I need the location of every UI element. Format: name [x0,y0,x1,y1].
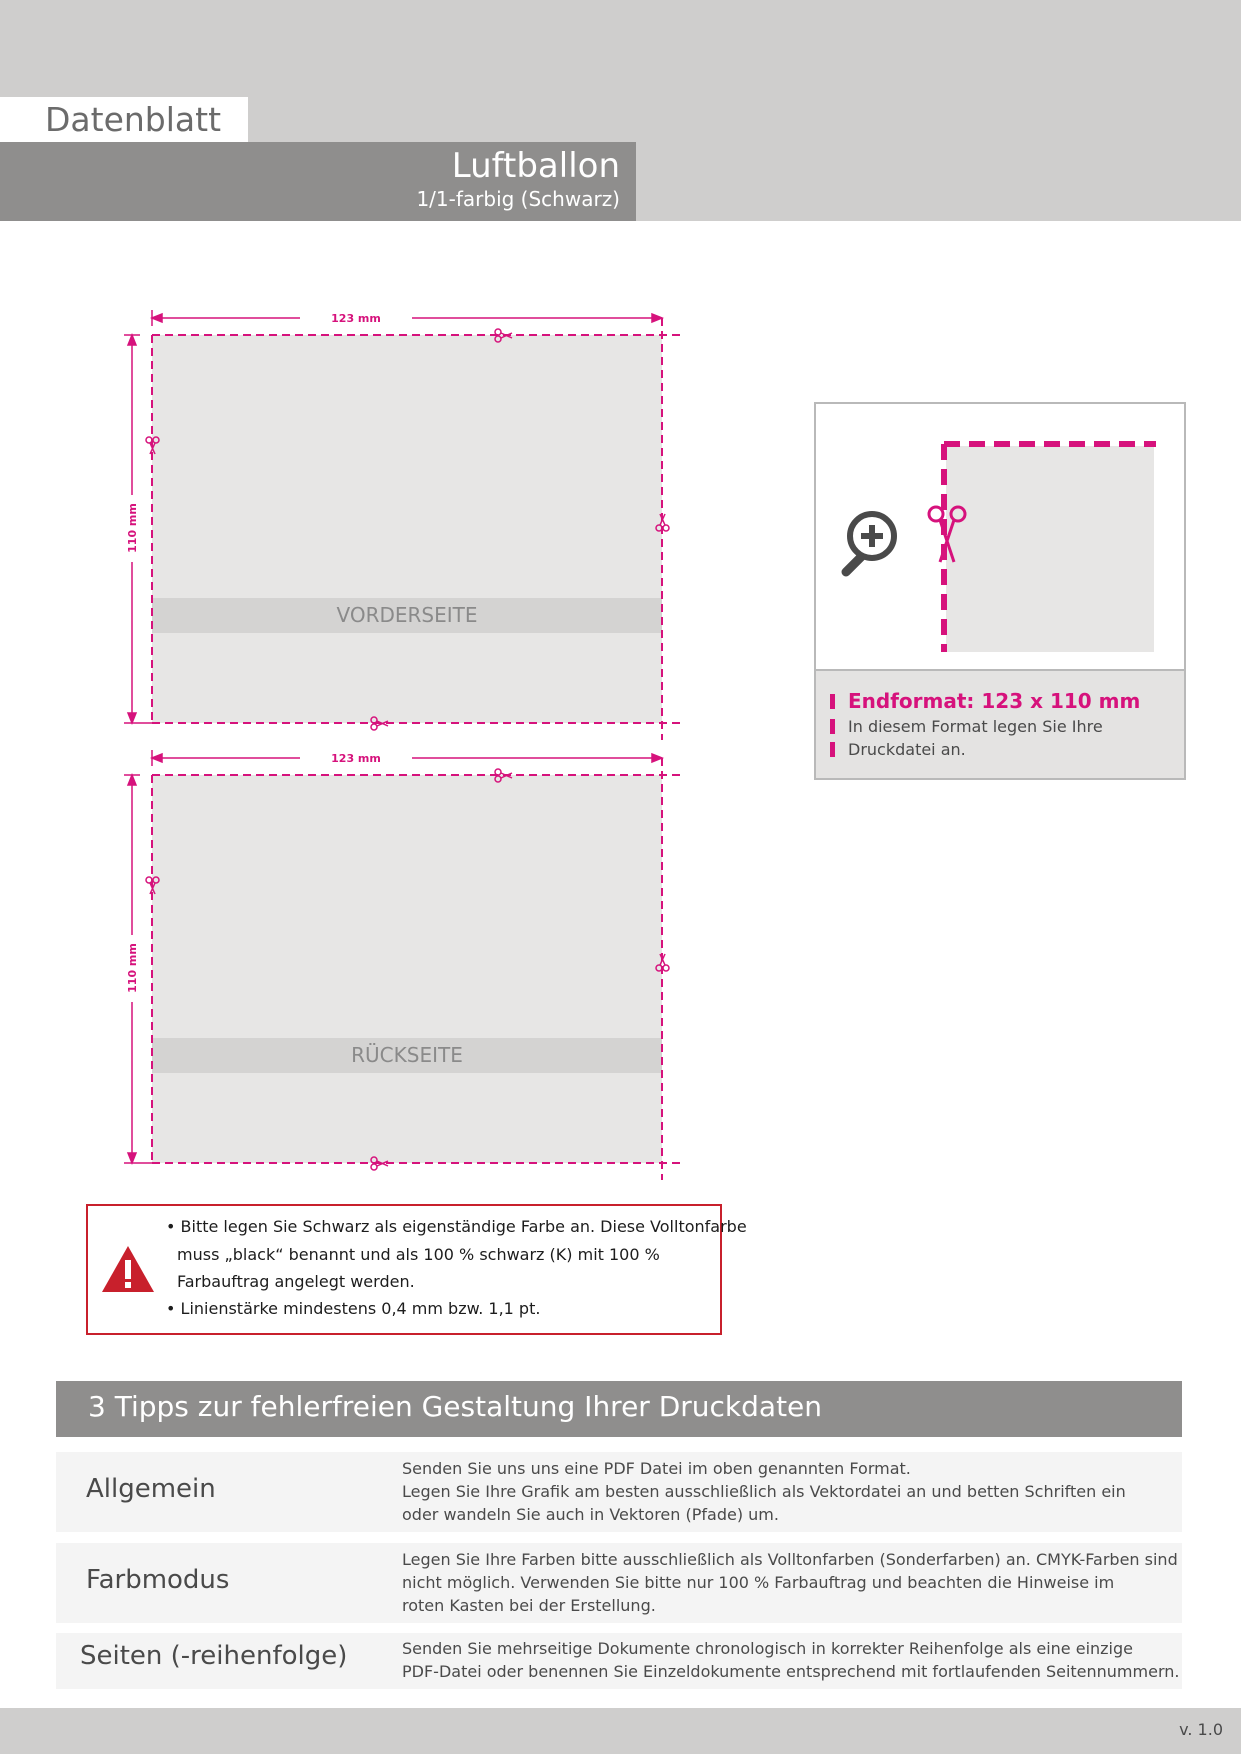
tips-header [56,1381,1182,1437]
tip-text: Legen Sie Ihre Grafik am besten ausschließlich als Vektordatei an und betten Schriften ein [402,1482,1126,1501]
version-label: v. 1.0 [1179,1720,1223,1739]
width-dimension [152,750,662,766]
height-label: 110 mm [126,943,139,993]
warning-text: • Bitte legen Sie Schwarz als eigenständige Farbe an. Diese Volltonfarbe [166,1217,747,1236]
height-label: 110 mm [126,503,139,553]
warning-text: • Linienstärke mindestens 0,4 mm bzw. 1,1 pt. [166,1299,541,1318]
product-variant: 1/1-farbig (Schwarz) [416,187,620,211]
end-format-caption [816,669,1184,778]
tip-row-general [56,1452,1182,1532]
warning-text: muss „black“ benannt und als 100 % schwarz (K) mit 100 % [177,1245,660,1264]
tip-label: Farbmodus [86,1565,230,1595]
tip-text: oder wandeln Sie auch in Vektoren (Pfade) um. [402,1505,779,1524]
tip-text: Legen Sie Ihre Farben bitte ausschließlich als Volltonfarben (Sonderfarben) an. CMYK-Farben sind [402,1550,1178,1569]
footer-band [0,1708,1241,1754]
end-format-title: Endformat: 123 x 110 mm [848,689,1141,713]
zoom-plus-icon [846,514,894,572]
front-side-diagram [110,300,700,740]
tip-row-color-mode [56,1543,1182,1623]
artwork-area [152,335,662,723]
doc-type-label: Datenblatt [0,97,248,142]
accent-bar [830,742,835,757]
tip-text: roten Kasten bei der Erstellung. [402,1596,656,1615]
tip-row-page-order [56,1633,1182,1689]
info-text-line [830,740,966,759]
tip-label: Allgemein [86,1474,216,1504]
end-format-info-box [814,402,1186,780]
accent-bar [830,719,835,734]
width-label: 123 mm [331,752,381,765]
tip-text: PDF-Datei oder benennen Sie Einzeldokumente entsprechend mit fortlaufenden Seitennummern. [402,1662,1180,1681]
end-format-text: Druckdatei an. [848,740,966,759]
product-title: Luftballon [451,146,620,186]
info-text-line [830,717,1103,736]
cut-detail-illustration [816,404,1184,668]
product-banner [0,142,636,221]
width-dimension [152,310,662,326]
side-label: RÜCKSEITE [351,1043,463,1067]
warning-box [86,1204,747,1335]
tip-text: nicht möglich. Verwenden Sie bitte nur 100 % Farbauftrag und beachten die Hinweise im [402,1573,1115,1592]
tip-label: Seiten (-reihenfolge) [80,1641,348,1671]
info-title-line [830,689,1140,713]
end-format-text: In diesem Format legen Sie Ihre [848,717,1103,736]
tip-text: Senden Sie uns uns eine PDF Datei im oben genannten Format. [402,1459,911,1478]
side-label: VORDERSEITE [336,603,478,627]
artwork-area [946,446,1154,652]
tip-text: Senden Sie mehrseitige Dokumente chronologisch in korrekter Reihenfolge als eine einzige [402,1639,1133,1658]
warning-text: Farbauftrag angelegt werden. [177,1272,415,1291]
back-side-diagram [110,740,700,1180]
accent-bar [830,694,835,709]
width-label: 123 mm [331,312,381,325]
tips-title: 3 Tipps zur fehlerfreien Gestaltung Ihrer Druckdaten [88,1390,823,1423]
warning-triangle-icon [100,1244,156,1294]
artwork-area [152,775,662,1163]
